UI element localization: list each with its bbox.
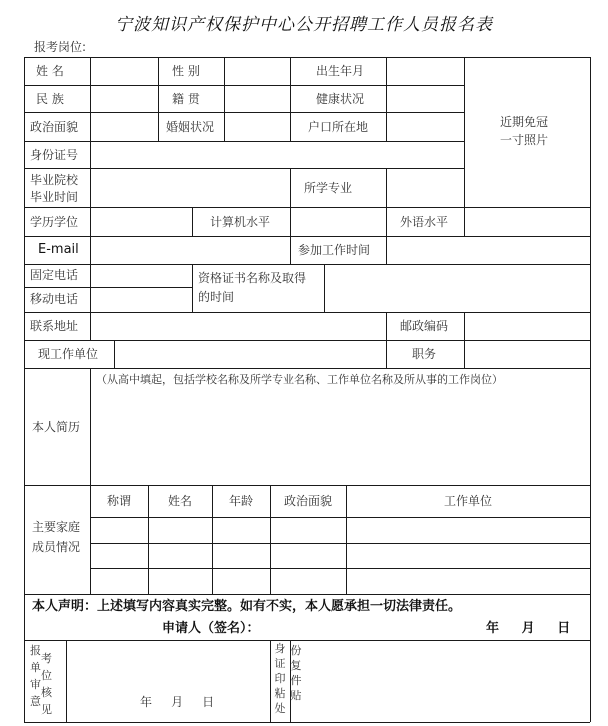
employer-label: 现工作单位	[38, 347, 99, 361]
postcode-label: 邮政编码	[400, 319, 449, 333]
post-label: 报考岗位:	[34, 40, 87, 54]
id-copy-char: 份	[290, 644, 302, 657]
line	[386, 207, 387, 236]
gender-label: 性 别	[172, 64, 200, 78]
education-label: 学历学位	[30, 215, 79, 229]
line	[90, 543, 590, 544]
line	[192, 207, 193, 236]
family-header-employer: 工作单位	[443, 494, 492, 508]
line	[90, 368, 91, 594]
email-label: E-mail	[38, 242, 79, 257]
id-number-label: 身份证号	[30, 148, 79, 162]
line	[114, 340, 115, 368]
declaration-date: 年 月 日	[486, 621, 571, 636]
review-char: 报	[30, 644, 41, 657]
line	[464, 312, 465, 340]
line	[386, 340, 387, 368]
health-label: 健康状况	[316, 92, 365, 106]
form-title: 宁波知识产权保护中心公开招聘工作人员报名表	[115, 15, 493, 35]
line	[24, 485, 590, 486]
id-copy-char: 身	[274, 642, 286, 655]
marital-label: 婚姻状况	[166, 120, 215, 134]
line	[66, 640, 67, 722]
id-copy-char: 处	[274, 702, 286, 715]
review-char: 意	[30, 695, 41, 708]
line	[24, 207, 590, 208]
review-char: 位	[41, 669, 52, 682]
family-label-line2: 成员情况	[32, 540, 81, 554]
computer-level-label: 计算机水平	[210, 215, 271, 229]
review-opinion-label	[30, 644, 52, 716]
line	[90, 568, 590, 569]
line	[192, 264, 193, 312]
line	[290, 168, 291, 207]
line	[90, 57, 91, 141]
line	[270, 640, 271, 722]
line	[24, 264, 590, 265]
review-char: 审	[30, 678, 41, 691]
family-header-age: 年龄	[228, 494, 253, 508]
id-copy-char: 粘	[274, 687, 286, 700]
line	[90, 517, 590, 518]
line	[90, 168, 91, 207]
photo-label-line1: 近期免冠	[500, 115, 549, 129]
review-char: 考	[41, 652, 52, 665]
major-label: 所学专业	[304, 181, 353, 195]
school-label: 毕业院校	[30, 173, 79, 187]
politics-label: 政治面貌	[30, 120, 79, 134]
line	[24, 57, 590, 58]
line	[90, 207, 91, 236]
line	[90, 141, 91, 168]
work-start-label: 参加工作时间	[298, 243, 371, 257]
line	[464, 340, 465, 368]
family-header-name: 姓名	[167, 494, 192, 508]
birth-label: 出生年月	[316, 64, 365, 78]
line	[290, 207, 291, 236]
line	[24, 57, 25, 722]
photo-label-line2: 一寸照片	[500, 133, 549, 147]
native-place-label: 籍 贯	[172, 92, 200, 106]
id-copy-char: 印	[274, 672, 286, 685]
id-copy-label	[272, 642, 308, 715]
line	[464, 57, 465, 207]
line	[24, 287, 192, 288]
landline-label: 固定电话	[30, 268, 79, 282]
line	[386, 236, 387, 264]
line	[90, 264, 91, 312]
position-label: 职务	[412, 347, 437, 361]
resume-label: 本人简历	[32, 420, 81, 434]
line	[590, 57, 591, 722]
language-level-label: 外语水平	[400, 215, 449, 229]
hukou-label: 户口所在地	[308, 120, 369, 134]
family-header-politics: 政治面貌	[283, 494, 332, 508]
line	[224, 57, 225, 141]
address-label: 联系地址	[30, 319, 79, 333]
id-copy-char: 证	[274, 657, 286, 670]
id-copy-char: 件	[290, 674, 302, 687]
id-copy-char: 复	[290, 659, 302, 672]
line	[386, 168, 387, 207]
line	[24, 368, 590, 369]
review-date: 年 月 日	[140, 695, 215, 709]
line	[324, 264, 325, 312]
resume-hint: （从高中填起，包括学校名称及所学专业名称、工作单位名称及所从事的工作岗位）	[96, 373, 503, 386]
line	[386, 312, 387, 340]
ethnicity-label: 民 族	[36, 92, 64, 106]
line	[24, 722, 590, 723]
mobile-label: 移动电话	[30, 292, 79, 306]
name-label: 姓 名	[36, 64, 64, 78]
declaration-text: 本人声明：上述填写内容真实完整。如有不实，本人愿承担一切法律责任。	[32, 599, 462, 614]
certificate-label-line2: 的时间	[198, 290, 235, 304]
line	[386, 57, 387, 141]
id-copy-char: 贴	[290, 689, 302, 702]
applicant-signature-label: 申请人（签名）：	[162, 621, 260, 636]
line	[290, 236, 291, 264]
line	[158, 57, 159, 141]
graduation-time-label: 毕业时间	[30, 190, 79, 204]
line	[24, 312, 590, 313]
family-label-line1: 主要家庭	[32, 520, 81, 534]
line	[90, 312, 91, 340]
line	[24, 594, 590, 595]
review-char: 见	[41, 703, 52, 716]
review-char: 核	[41, 686, 52, 699]
line	[24, 340, 590, 341]
line	[90, 236, 91, 264]
review-char: 单	[30, 661, 41, 674]
line	[24, 236, 590, 237]
line	[24, 640, 590, 641]
line	[464, 207, 465, 236]
family-header-relation: 称谓	[106, 494, 131, 508]
line	[290, 57, 291, 141]
certificate-label-line1: 资格证书名称及取得	[198, 271, 307, 285]
